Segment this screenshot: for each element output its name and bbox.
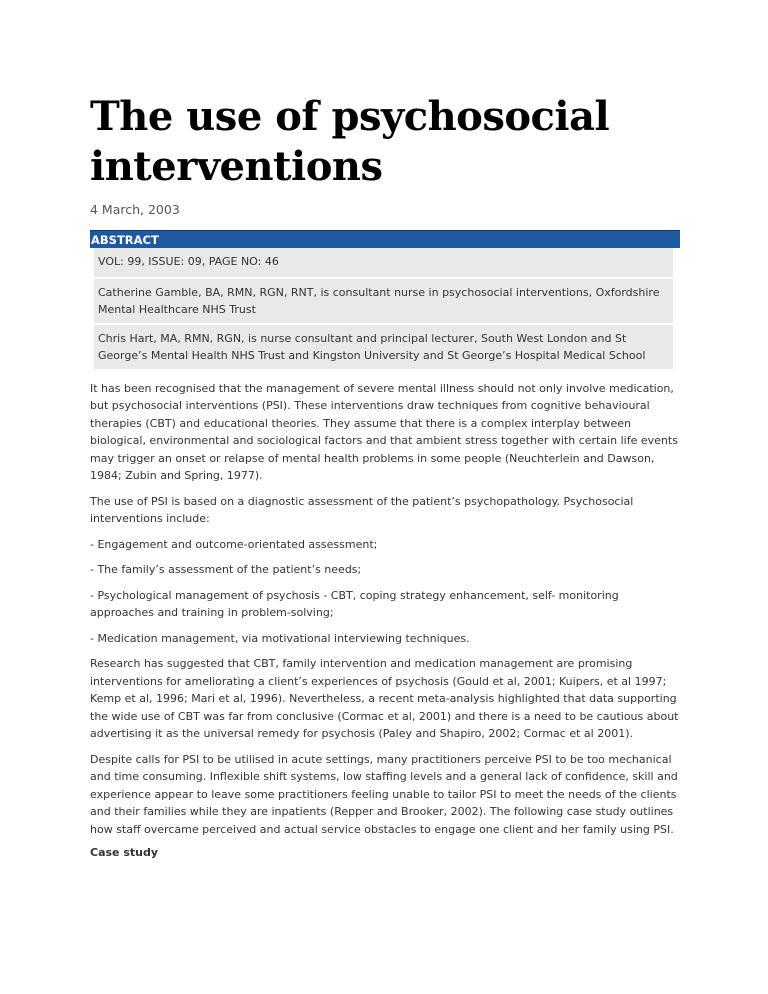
list-item: - Engagement and outcome-orientated assessment; [90, 537, 378, 551]
publication-date: 4 March, 2003 [90, 202, 180, 217]
list-item: - Psychological management of psychosis - CBT, coping strategy enhancement, self- monitoring approaches and training in problem-solving; [90, 588, 619, 619]
author-gamble: Catherine Gamble, BA, RMN, RGN, RNT, is consultant nurse in psychosocial interventions, Oxfordshire Mental Healthcare NHS Trust [94, 279, 673, 325]
paragraph-intro: It has been recognised that the management of severe mental illness should not only involve medication, but psychosocial interventions (PSI). These interventions draw techniques from cognitive behavioural therapies (CBT) and educational theories. They assume that there is a complex interplay between biological, environmental and sociological factors and that ambient stress together with certain life events may trigger an onset or relapse of mental health problems in some people (Neuchterlein and Dawson, 1984; Zubin and Spring, 1977). [90, 381, 678, 482]
article-title: The use of psychosocial interventions [90, 93, 610, 190]
paragraph-psi-use: The use of PSI is based on a diagnostic assessment of the patient’s psychopathology. Psychosocial interventions include: [90, 494, 634, 525]
article [90, 92, 680, 859]
paragraph-acute-settings: Despite calls for PSI to be utilised in acute settings, many practitioners perceive PSI to be too mechanical and time consuming. Inflexible shift systems, low staffing levels and a general lack of confidence, skill and experience appear to leave some practitioners feeling unable to tailor PSI to meet the needs of the clients and their families while they are inpatients (Repper and Brooker, 2002). The following case study outlines how staff overcame perceived and actual service obstacles to engage one client and her family using PSI. [90, 752, 678, 836]
abstract-details [94, 248, 673, 371]
case-study-heading: Case study [90, 846, 159, 859]
author-hart: Chris Hart, MA, RMN, RGN, is nurse consultant and principal lecturer, South West London and St George’s Mental Health NHS Trust and Kingston University and St George’s Hospital Medical School [94, 325, 673, 371]
paragraph-research: Research has suggested that CBT, family intervention and medication management are promising interventions for ameliorating a client’s experiences of psychosis (Gould et al, 2001; Kuipers, et al 1997; Kemp et al, 1996; Mari et al, 1996). Nevertheless, a recent meta-analysis highlighted that data supporting the wide use of CBT was far from conclusive (Cormac et al, 2001) and there is a need to be cautious about advertising it as the universal remedy for psychosis (Paley and Shapiro, 2002; Cormac et al 2001). [90, 657, 679, 740]
list-item: - The family’s assessment of the patient’s needs; [90, 563, 362, 576]
volume-issue: VOL: 99, ISSUE: 09, PAGE NO: 46 [94, 248, 673, 279]
list-item: - Medication management, via motivational interviewing techniques. [90, 631, 470, 645]
abstract-header: ABSTRACT [90, 230, 680, 248]
